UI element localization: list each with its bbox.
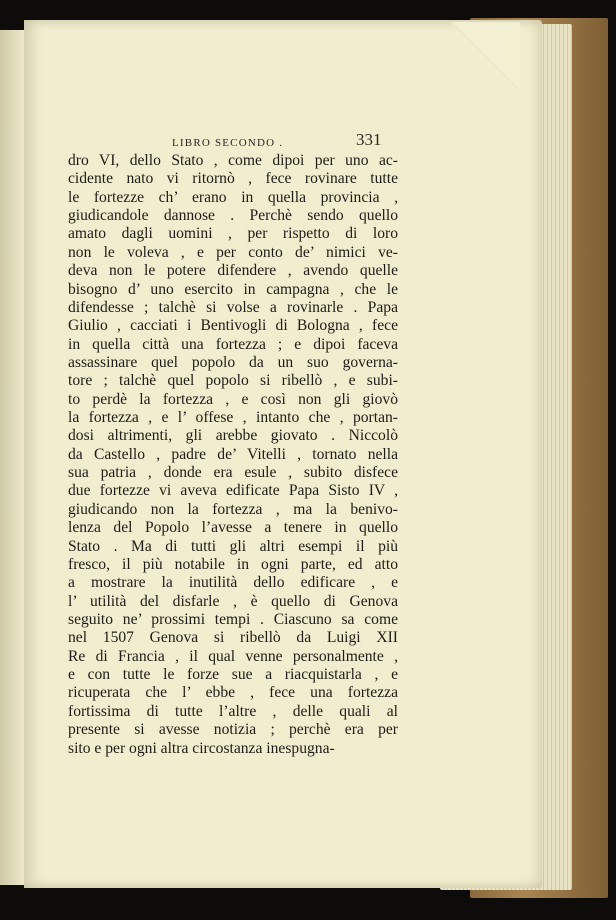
text-line: due fortezze vi aveva edificate Papa Sisto IV , xyxy=(68,482,398,500)
text-line: sito e per ogni altra circostanza inespugna- xyxy=(68,739,335,757)
text-line: le fortezze ch’ erano in quella provincia , xyxy=(68,188,398,206)
text-line: assassinare quel popolo da un suo governa- xyxy=(68,353,398,371)
text-line: non le voleva , e per conto de’ nimici ve- xyxy=(68,243,398,261)
text-line: Re di Francia , il qual venne personalmente , xyxy=(68,647,398,665)
text-line: cidente nato vi ritornò , fece rovinare tutte xyxy=(68,170,398,188)
text-line: lenza del Popolo l’avesse a tenere in quello xyxy=(68,519,398,537)
text-line: da Castello , padre de’ Vitelli , tornato nella xyxy=(68,445,398,463)
text-line: seguito ne’ prossimi tempi . Ciascuno sa come xyxy=(68,610,398,628)
text-line: e con tutte le forze sue a riacquistarla , e xyxy=(68,666,398,684)
text-line: l’ utilità del disfarle , è quello di Genova xyxy=(68,592,398,610)
text-line: bisogno d’ uno esercito in campagna , che le xyxy=(68,280,398,298)
text-line: fresco, il più notabile in ogni parte, ed atto xyxy=(68,555,398,573)
text-line: in quella città una fortezza ; e dipoi faceva xyxy=(68,335,398,353)
text-line: dosi altrimenti, gli arebbe giovato . Niccolò xyxy=(68,427,398,445)
text-line: giudicandole dannose . Perchè sendo quello xyxy=(68,207,398,225)
text-line: deva non le potere difendere , avendo quelle xyxy=(68,262,398,280)
text-line: difendesse ; talchè si volse a rovinarle . Papa xyxy=(68,298,398,316)
text-line: presente si avesse notizia ; perchè era per xyxy=(68,721,398,739)
text-line: Stato . Ma di tutti gli altri esempi il più xyxy=(68,537,398,555)
text-line: la fortezza , e l’ offese , intanto che , portan- xyxy=(68,409,398,427)
text-line: to perdè la fortezza , e così non gli giovò xyxy=(68,390,398,408)
text-line: nel 1507 Genova si ribellò da Luigi XII xyxy=(68,629,398,647)
text-line: ricuperata che l’ ebbe , fece una fortezza xyxy=(68,684,398,702)
text-line: giudicando non la fortezza , ma la benivo- xyxy=(68,500,398,518)
text-line: Giulio , cacciati i Bentivogli di Bologna , fece xyxy=(68,317,398,335)
text-line: amato dagli uomini , per rispetto di loro xyxy=(68,225,398,243)
body-text xyxy=(68,152,398,758)
text-line: dro VI, dello Stato , come dipoi per uno ac- xyxy=(68,152,398,169)
running-head: LIBRO SECONDO . xyxy=(172,137,284,149)
text-line: tore ; talchè quel popolo si ribellò , e subi- xyxy=(68,372,398,390)
page-number: 331 xyxy=(356,130,382,149)
text-line: fortissima di tutte l’altre , delle quali al xyxy=(68,702,398,720)
left-page-edge xyxy=(0,30,24,885)
text-line: a mostrare la inutilità dello edificare , e xyxy=(68,574,398,592)
text-line: sua patria , donde era esule , subito disfece xyxy=(68,464,398,482)
